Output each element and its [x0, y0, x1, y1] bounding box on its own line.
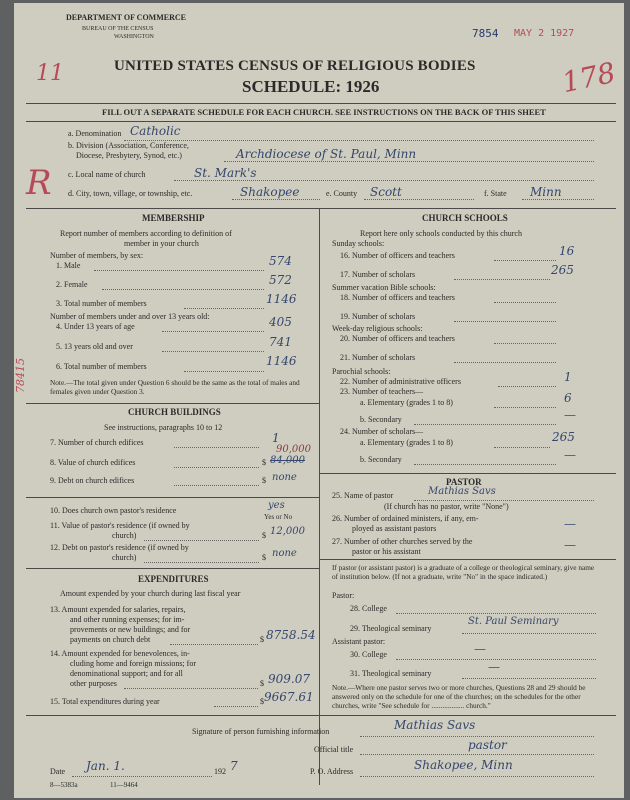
q13-line-2: and other running expenses; for im-: [70, 615, 185, 624]
department-name: DEPARTMENT OF COMMERCE: [66, 13, 187, 22]
q2-female-value: 572: [269, 273, 292, 287]
division-label-2: Diocese, Presbytery, Synod, etc.): [76, 151, 182, 160]
q27-label-2: pastor or his assistant: [352, 547, 421, 556]
q17-label: 17. Number of scholars: [340, 270, 416, 279]
q14-line-4: other purposes: [70, 679, 117, 688]
q12-label-2: church): [112, 553, 137, 562]
q12-label: 12. Debt on pastor's residence (if owned by: [50, 543, 189, 552]
q10-label: 10. Does church own pastor's residence: [50, 506, 177, 515]
bureau-name: BUREAU OF THE CENSUS: [82, 26, 154, 32]
q16-value: 16: [559, 244, 575, 258]
form-instruction: FILL OUT A SEPARATE SCHEDULE FOR EACH CHURCH. SEE INSTRUCTIONS ON THE BACK OF THIS SHEET: [102, 107, 546, 117]
q11-label: 11. Value of pastor's residence (if owned by: [50, 521, 190, 530]
q23b-value: —: [564, 408, 576, 422]
q6-total-value: 1146: [266, 354, 297, 368]
q14-line-2: cluding home and foreign missions; for: [70, 659, 196, 668]
q16-label: 16. Number of officers and teachers: [340, 251, 455, 260]
signature-label: Signature of person furnishing information: [192, 727, 330, 736]
q27-label: 27. Number of other churches served by the: [332, 537, 473, 546]
assistant-label: Assistant pastor:: [332, 637, 386, 646]
church-name-label: c. Local name of church: [68, 170, 146, 179]
q13-line-1: 13. Amount expended for salaries, repairs,: [50, 605, 186, 614]
q30-value: —: [474, 642, 486, 656]
q13-expenses-value: 8758.54: [266, 628, 316, 642]
division-value: Archdiocese of St. Paul, Minn: [236, 147, 417, 161]
q28-label: 28. College: [350, 604, 387, 613]
q26-value: —: [564, 517, 576, 531]
state-value: Minn: [530, 185, 562, 199]
q26-label-2: ployed as assistant pastors: [352, 524, 437, 533]
q23a-value: 6: [564, 391, 572, 405]
q18-label: 18. Number of officers and teachers: [340, 293, 455, 302]
county-label: e. County: [326, 189, 358, 198]
membership-note: Note.—The total given under Question 6 should be the same as the total of males and females given under Question 3.: [50, 378, 300, 396]
expenditures-heading: EXPENDITURES: [138, 574, 209, 584]
q14-line-3: denominational support; and for all: [70, 669, 183, 678]
q30-label: 30. College: [350, 650, 387, 659]
q6-label: 6. Total number of members: [56, 362, 147, 371]
q13-line-3: provements or new buildings; and for: [70, 625, 191, 634]
q14-benevolences-value: 909.07: [268, 672, 310, 686]
year-value: 7: [230, 759, 238, 773]
membership-heading: MEMBERSHIP: [142, 213, 205, 223]
church-name-value: St. Mark's: [194, 166, 257, 180]
pastor-note: Note.—Where one pastor serves two or more churches, Questions 28 and 29 should be answered only on the schedule for one of the churches; on the schedules for the other churches, write "See schedule for .................. church.": [332, 683, 586, 710]
q24-label: 24. Number of scholars—: [340, 427, 424, 436]
po-address-label: P. O. Address: [310, 767, 354, 776]
q24a-label: a. Elementary (grades 1 to 8): [360, 438, 453, 447]
schools-intro: Report here only schools conducted by this church: [360, 229, 522, 238]
q7-edifices-value: 1: [272, 431, 280, 445]
by-sex-label: Number of members, by sex:: [50, 251, 144, 260]
q29-label: 29. Theological seminary: [350, 624, 432, 633]
q19-label: 19. Number of scholars: [340, 312, 416, 321]
q1-male-value: 574: [269, 254, 292, 268]
census-schedule-sheet: DEPARTMENT OF COMMERCE BUREAU OF THE CENSUS WASHINGTON 7854 MAY 2 1927 11 178 R UNITED STATES CENSUS OF RELIGIOUS BODIES SCHEDULE: 1926 FILL OUT A SEPARATE SCHEDULE FOR EACH CHURCH. SEE INSTRUCTIONS ON THE BACK OF THIS SHEET a. Denomination Catholic b. Division (Association, Conference, Diocese, Presbytery, Synod, etc.) Archdiocese of St. Paul, Minn c. Local name of church St. Mark's d. City, town, village, or township, etc. Shakopee e. County Scott f. State Minn MEMBERSHIP Report number of members according to definition of member in your church Number of members, by sex: 1. Male 574 2. Female 572 3. Total number of members 1146 Number of members under and over 13 years old: 4. Under 13 years of age 405 5. 13 years old and over 741 6. Total number of members 1146 Note.—The total given under Question 6 should be the same as the total of males and females given under Question 3. CHURCH BUILDINGS See instructions, paragraphs 10 to 12 78415 7. Number of church edifices 1 8. Value of church edifices $ 84,000 90,000 9. Debt on church edifices $ none 10. Does church own pastor's residence yes Yes or No 11. Value of pastor's residence (if owned by church) $ 12,000 12. Debt on pastor's residence (if owned by church) $ none EXPENDITURES Amount expended by your church during last fiscal year 13. Amount expended for salaries, repairs, and other running expenses; for im- provements or new buildings; and for payments on church debt $ 8758.54 14. Amount expended for benevolences, in- cluding home and foreign missions; for denominational support; and for all other purposes $ 909.07 15. Total expenditures during year $ 9667.61 CHURCH SCHOOLS Report here only schools conducted by this church Sunday schools: 16. Number of officers and teachers 16 17. Number of scholars 265 Summer vacation Bible schools: 18. Number of officers and teachers 19. Number of scholars Week-day religious schools: 20. Number of officers and teachers 21. Number of scholars Parochial schools: 22. Number of administrative officers 1 23. Number of teachers— a. Elementary (grades 1 to 8) 6 b. Secondary — 24. Number of scholars— a. Elementary (grades 1 to 8) 265 b. Secondary — PASTOR 25. Name of pastor Mathias Savs (If church has no pastor, write "None") 26. Number of ordained ministers, if any, em- ployed as assistant pastors — 27. Number of other churches served by the pastor or his assistant — If pastor (or assistant pastor) is a graduate of a college or theological seminary, give name of institution below. (If not a graduate, write "No" in the space indicated.) Pastor: 28. College 29. Theological seminary St. Paul Seminary Assistant pastor: 30. College — 31. Theological seminary — Note.—Where one pastor serves two or more churches, Questions 28 and 29 should be answered only on the schedule for one of the churches; on the schedules for the other churches, write "See schedule for .................. church." Signature of person furnishing information Mathias Savs Official title pastor Date Jan. 1. 192 7 P. O. Address Shakopee, Minn 8—5383a 11—9464: [14, 3, 624, 798]
q24a-value: 265: [552, 430, 575, 444]
q3-total-value: 1146: [266, 292, 297, 306]
stamp-number: 7854: [472, 27, 499, 40]
q11-label-2: church): [112, 531, 137, 540]
q22-label: 22. Number of administrative officers: [340, 377, 461, 386]
q21-label: 21. Number of scholars: [340, 353, 416, 362]
q25-label: 25. Name of pastor: [332, 491, 394, 500]
q5-label: 5. 13 years old and over: [56, 342, 133, 351]
graduate-note: If pastor (or assistant pastor) is a graduate of a college or theological seminary, give name of institution below. (If not a graduate, write "No" in the space indicated.): [332, 563, 595, 581]
q8-label: 8. Value of church edifices: [50, 458, 136, 467]
margin-mark-right: 178: [559, 55, 619, 100]
q4-under13-value: 405: [269, 315, 292, 329]
side-note-number: 78415: [14, 358, 27, 393]
q1-label: 1. Male: [56, 261, 81, 270]
margin-mark-r: R: [26, 163, 52, 203]
bureau-city: WASHINGTON: [114, 34, 154, 40]
official-title-value: pastor: [468, 738, 507, 752]
denomination-label: a. Denomination: [68, 129, 122, 138]
q14-line-1: 14. Amount expended for benevolences, in-: [50, 649, 190, 658]
q3-label: 3. Total number of members: [56, 299, 147, 308]
division-label: b. Division (Association, Conference,: [68, 141, 189, 150]
q5-over13-value: 741: [269, 335, 292, 349]
q23a-label: a. Elementary (grades 1 to 8): [360, 398, 453, 407]
q4-label: 4. Under 13 years of age: [56, 322, 135, 331]
q25-pastor-name-value: Mathias Savs: [428, 486, 496, 497]
po-address-value: Shakopee, Minn: [414, 758, 513, 772]
city-value: Shakopee: [240, 185, 300, 199]
yes-no-hint: Yes or No: [264, 513, 293, 521]
date-label: Date: [50, 767, 66, 776]
q24b-label: b. Secondary: [360, 455, 402, 464]
q29-seminary-value: St. Paul Seminary: [468, 616, 559, 627]
parochial-label: Parochial schools:: [332, 367, 391, 376]
q31-value: —: [488, 660, 500, 674]
q10-residence-value: yes: [268, 500, 285, 511]
q9-debt-value: none: [272, 472, 297, 483]
q8-edifice-value: 90,000: [276, 444, 311, 455]
q25-hint: (If church has no pastor, write "None"): [384, 502, 509, 511]
form-subtitle: SCHEDULE: 1926: [242, 77, 380, 96]
buildings-sub: See instructions, paragraphs 10 to 12: [104, 423, 223, 432]
state-label: f. State: [484, 189, 507, 198]
buildings-heading: CHURCH BUILDINGS: [128, 407, 221, 417]
q22-value: 1: [564, 370, 572, 384]
pastor-sub-label: Pastor:: [332, 591, 355, 600]
q24b-value: —: [564, 448, 576, 462]
received-date-stamp: MAY 2 1927: [514, 28, 575, 39]
by-age-label: Number of members under and over 13 years old:: [50, 312, 210, 321]
q2-label: 2. Female: [56, 280, 88, 289]
q26-label: 26. Number of ordained ministers, if any, em-: [332, 514, 479, 523]
membership-intro-2: member in your church: [124, 239, 199, 248]
official-title-label: Official title: [314, 745, 354, 754]
sunday-label: Sunday schools:: [332, 239, 385, 248]
margin-mark-left: 11: [36, 61, 64, 86]
county-value: Scott: [370, 185, 402, 199]
q17-value: 265: [551, 263, 574, 277]
denomination-value: Catholic: [130, 124, 181, 138]
date-value: Jan. 1.: [86, 759, 125, 773]
signature-value: Mathias Savs: [394, 718, 476, 732]
q15-total-value: 9667.61: [264, 690, 314, 704]
schools-heading: CHURCH SCHOOLS: [422, 213, 508, 223]
q23b-label: b. Secondary: [360, 415, 402, 424]
form-title: UNITED STATES CENSUS OF RELIGIOUS BODIES: [114, 58, 476, 74]
year-prefix: 192: [214, 767, 226, 776]
q20-label: 20. Number of officers and teachers: [340, 334, 455, 343]
summer-label: Summer vacation Bible schools:: [332, 283, 436, 292]
q11-residence-value: 12,000: [270, 526, 305, 537]
form-number-2: 11—9464: [110, 781, 138, 789]
q27-value: —: [564, 538, 576, 552]
q23-label: 23. Number of teachers—: [340, 387, 424, 396]
q8-struck-value: 84,000: [270, 455, 305, 466]
membership-intro: Report number of members according to definition of: [60, 229, 232, 238]
form-number: 8—5383a: [50, 781, 78, 789]
q12-debt-value: none: [272, 548, 297, 559]
q15-label: 15. Total expenditures during year: [50, 697, 160, 706]
q9-label: 9. Debt on church edifices: [50, 476, 135, 485]
weekday-label: Week-day religious schools:: [332, 324, 423, 333]
pastor-heading: PASTOR: [446, 477, 482, 487]
q31-label: 31. Theological seminary: [350, 669, 432, 678]
expenditures-sub: Amount expended by your church during last fiscal year: [60, 589, 241, 598]
city-label: d. City, town, village, or township, etc.: [68, 189, 193, 198]
q13-line-4: payments on church debt: [70, 635, 151, 644]
q7-label: 7. Number of church edifices: [50, 438, 144, 447]
